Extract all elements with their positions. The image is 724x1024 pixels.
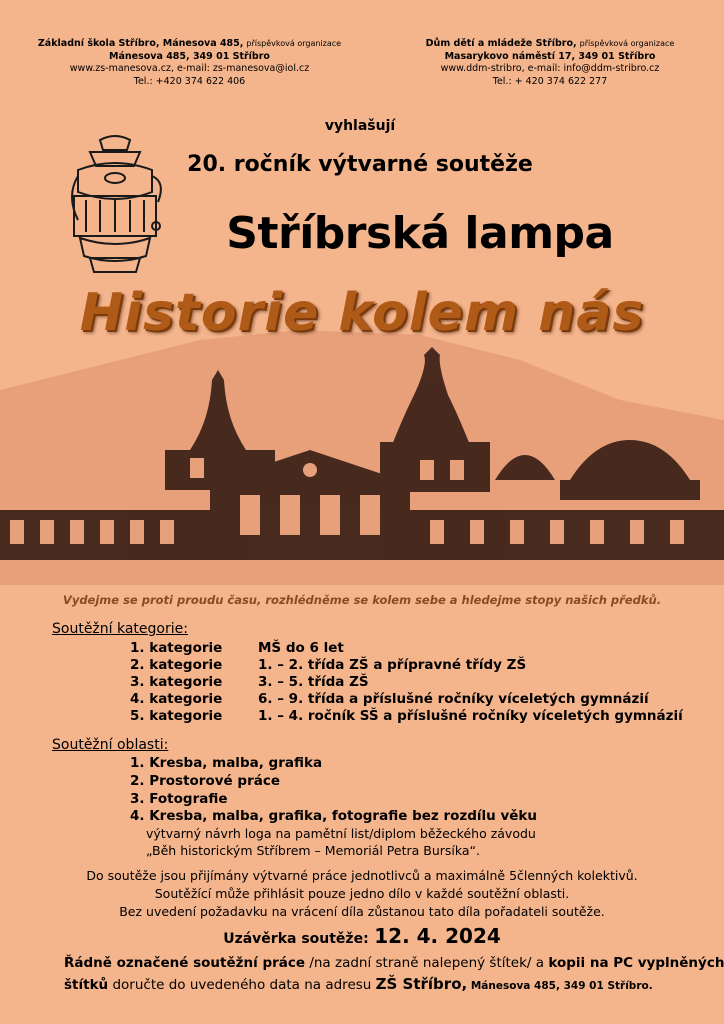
submission-line-1 (64, 955, 724, 971)
header-right (395, 38, 705, 88)
category-value: MŠ do 6 let (258, 640, 344, 656)
category-value: 3. – 5. třída ZŠ (258, 674, 369, 690)
school-address: Mánesova 485, 349 01 Stříbro (109, 50, 270, 62)
category-row (130, 674, 369, 691)
submission-text: /na zadní straně nalepený štítek/ a (305, 955, 549, 971)
category-key: 5. kategorie (130, 708, 223, 724)
deadline (0, 924, 724, 948)
category-value: 6. – 9. třída a příslušné ročníky víceletých gymnázií (258, 691, 649, 707)
header-left (22, 38, 357, 88)
ddm-address: Masarykovo náměstí 17, 349 01 Stříbro (444, 50, 656, 62)
submission-strong: kopii na PC vyplněných (548, 955, 724, 971)
school-name: Základní škola Stříbro, Mánesova 485, (37, 38, 244, 49)
category-value: 1. – 4. ročník SŠ a příslušné ročníky víceletých gymnázií (258, 708, 683, 724)
category-row (130, 691, 649, 708)
category-row (130, 708, 683, 725)
category-row (130, 657, 526, 674)
motto: Vydejme se proti proudu času, rozhlédněme se kolem sebe a hledejme stopy našich předků. (62, 593, 662, 607)
area4-note: „Běh historickým Stříbrem – Memoriál Petra Bursíka“. (146, 843, 481, 858)
category-key: 4. kategorie (130, 691, 223, 707)
category-key: 3. kategorie (130, 674, 223, 690)
school-phone: Tel.: +420 374 622 406 (133, 75, 246, 87)
area-item: 3. Fotografie (130, 791, 228, 807)
category-key: 1. kategorie (130, 640, 223, 656)
category-value: 1. – 2. třída ZŠ a přípravné třídy ZŠ (258, 657, 527, 673)
area4-note: výtvarný návrh loga na pamětní list/diplom běžeckého závodu (146, 826, 536, 841)
submission-strong: štítků (64, 977, 109, 993)
submission-text: doručte do uvedeného data na adresu (108, 977, 376, 993)
areas-label: Soutěžní oblasti: (52, 737, 169, 753)
historic-town-illustration (0, 330, 724, 585)
submission-line-2 (64, 975, 653, 993)
edition-heading: 20. ročník výtvarné soutěže (187, 152, 533, 177)
area-item: 2. Prostorové práce (130, 773, 280, 789)
announce-text: vyhlašují (324, 118, 396, 134)
category-row (130, 640, 344, 657)
rule-text: Do soutěže jsou přijímány výtvarné práce jednotlivců a maximálně 5členných kolektivů. (86, 868, 638, 883)
theme-title: Historie kolem nás (79, 283, 645, 343)
deadline-label: Uzávěrka soutěže: (223, 931, 369, 947)
area-item: 1. Kresba, malba, grafika (130, 755, 323, 771)
submission-strong: Řádně označené soutěžní práce (64, 955, 306, 971)
competition-title: Stříbrská lampa (226, 208, 614, 259)
submission-school: ZŠ Stříbro, (375, 975, 468, 993)
rule-text: Soutěžící může přihlásit pouze jedno dílo v každé soutěžní oblasti. (154, 886, 570, 901)
ddm-web-email: www.ddm-stribro, e-mail: info@ddm-stribro.cz (440, 63, 660, 74)
school-web-email: www.zs-manesova.cz, e-mail: zs-manesova@iol.cz (69, 63, 310, 74)
category-key: 2. kategorie (130, 657, 223, 673)
ddm-phone: Tel.: + 420 374 622 277 (492, 75, 608, 87)
ddm-type: příspěvková organizace (579, 39, 675, 48)
deadline-date: 12. 4. 2024 (374, 924, 501, 948)
school-type: příspěvková organizace (246, 39, 342, 48)
area-item: 4. Kresba, malba, grafika, fotografie bez rozdílu věku (130, 808, 538, 824)
rule-text: Bez uvedení požadavku na vrácení díla zůstanou tato díla pořadateli soutěže. (119, 904, 605, 919)
ddm-name: Dům dětí a mládeže Stříbro, (425, 38, 577, 49)
submission-address: Mánesova 485, 349 01 Stříbro. (467, 980, 653, 992)
categories-label: Soutěžní kategorie: (52, 621, 188, 637)
